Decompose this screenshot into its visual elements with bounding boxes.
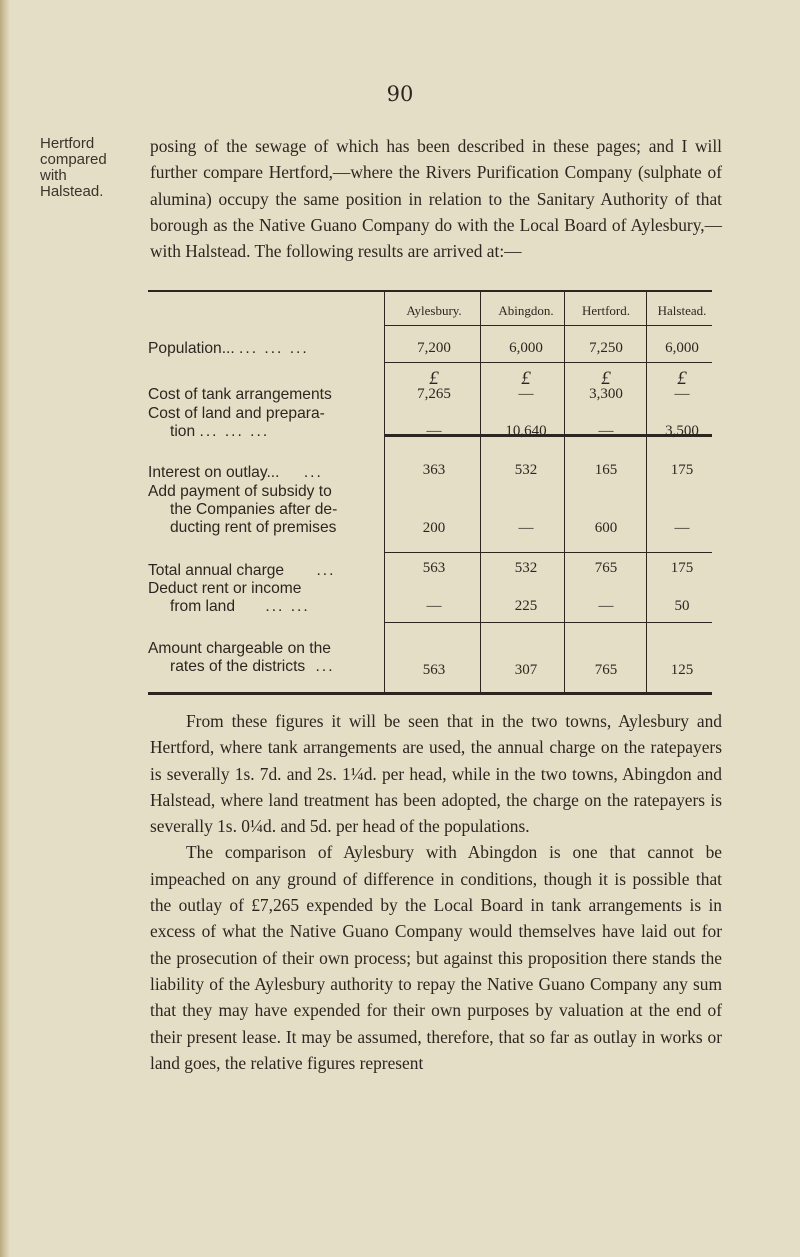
interest-label: Interest on outlay... xyxy=(148,464,280,481)
cell-total: 175 xyxy=(670,560,694,576)
subsidy-label-line: the Companies after de- xyxy=(170,501,338,518)
cell-tank: 7,265 xyxy=(417,386,451,402)
cell-interest: 532 xyxy=(514,462,538,478)
margin-note-line: with xyxy=(40,167,67,184)
cell-total: 765 xyxy=(594,560,618,576)
margin-note-line: Halstead. xyxy=(40,183,104,200)
column-header-aylesbury: Aylesbury. xyxy=(406,303,462,318)
cell-subsidy: 600 xyxy=(594,520,618,536)
rent-label-line: from land xyxy=(170,598,236,615)
cell-subsidy: — xyxy=(674,520,690,536)
column-divider xyxy=(384,292,385,692)
cell-interest: 363 xyxy=(422,462,446,478)
leader-dots: ... ... ... xyxy=(239,340,309,357)
rent-label-line: Deduct rent or income xyxy=(148,580,302,597)
header-rule xyxy=(384,325,712,326)
column-header-halstead: Halstead. xyxy=(657,303,707,318)
row-label-interest xyxy=(148,464,378,482)
land-label-line: Cost of land and prepara- xyxy=(148,405,325,422)
amount-label-line: rates of the districts xyxy=(170,658,306,675)
subsidy-rule xyxy=(384,552,712,553)
comparison-table xyxy=(148,290,712,695)
pound-sign: £ xyxy=(601,368,611,389)
table-top-rule xyxy=(148,290,712,292)
margin-note xyxy=(40,136,120,200)
cell-tank: — xyxy=(518,386,534,402)
paragraph: The comparison of Aylesbury with Abingdon is one that cannot be impeached on any ground of difference in conditions, though it is possible that the outlay of £7,265 expended by the Local Board in tank arrangements is in excess of what the Native Guano Company would themselves have laid out for the prosecution of their own process; but against this proposition there stands the liability of the Aylesbury authority to repay the Native Guano Company any sum that they may have expended for their own purposes by valuation at the end of their present lease. It may be assumed, therefore, that so far as outlay in works or land goes, the relative figures represent xyxy=(150,842,722,1073)
pound-sign: £ xyxy=(521,368,531,389)
paragraph: From these figures it will be seen that in the two towns, Aylesbury and Hertford, where tank arrangements are used, the annual charge on the ratepayers is severally 1s. 7d. and 2s. 1¼d. per head, while in the two towns, Abingdon and Halstead, where land treatment has been adopted, the charge on the ratepayers is severally 1s. 0¼d. and 5d. per head of the populations. xyxy=(150,711,722,837)
cell-tank: — xyxy=(674,386,690,402)
cell-total: 532 xyxy=(514,560,538,576)
cell-population: 6,000 xyxy=(665,340,699,356)
cell-interest: 175 xyxy=(670,462,694,478)
land-label-line: tion xyxy=(170,423,196,440)
cell-amount: 765 xyxy=(594,662,618,678)
leader-dots: ... xyxy=(316,562,336,579)
subsidy-label-line: ducting rent of premises xyxy=(170,519,337,536)
leader-dots: ... ... ... xyxy=(199,423,270,440)
tank-label: Cost of tank arrangements xyxy=(148,386,332,403)
subsidy-label-line: Add payment of subsidy to xyxy=(148,483,332,500)
cell-land: — xyxy=(426,423,442,439)
column-header-abingdon: Abingdon. xyxy=(498,303,554,318)
cell-land: 10,640 xyxy=(505,423,547,439)
leader-dots: ... xyxy=(315,658,335,675)
page-number: 90 xyxy=(386,82,414,106)
pound-sign: £ xyxy=(429,368,439,389)
cell-amount: 563 xyxy=(422,662,446,678)
cell-subsidy: 200 xyxy=(422,520,446,536)
cell-population: 6,000 xyxy=(509,340,543,356)
page-edge xyxy=(0,0,10,1257)
cell-interest: 165 xyxy=(594,462,618,478)
column-header-hertford: Hertford. xyxy=(581,303,630,318)
row-label-rent xyxy=(148,580,378,616)
row-label-tank xyxy=(148,386,378,404)
cell-rent: 50 xyxy=(674,598,690,614)
cell-amount: 307 xyxy=(514,662,538,678)
cell-population: 7,250 xyxy=(589,340,623,356)
population-label: Population... xyxy=(148,340,235,357)
cell-rent: — xyxy=(426,598,442,614)
cell-population: 7,200 xyxy=(417,340,451,356)
rent-rule xyxy=(384,622,712,623)
margin-note-line: compared xyxy=(40,151,107,168)
pound-sign: £ xyxy=(677,368,687,389)
cell-total: 563 xyxy=(422,560,446,576)
leader-dots: ... ... xyxy=(265,598,310,615)
leader-dots: ... xyxy=(303,464,323,481)
cell-tank: 3,300 xyxy=(589,386,623,402)
cell-land: — xyxy=(598,423,614,439)
amount-label-line: Amount chargeable on the xyxy=(148,640,331,657)
margin-note-line: Hertford xyxy=(40,135,95,152)
row-label-population xyxy=(148,340,378,358)
cell-amount: 125 xyxy=(670,662,694,678)
cell-land: 3,500 xyxy=(665,423,699,439)
row-label-land xyxy=(148,405,378,441)
body-paragraphs xyxy=(150,708,722,1076)
population-rule xyxy=(384,362,712,363)
total-label: Total annual charge xyxy=(148,562,285,579)
cell-rent: 225 xyxy=(514,598,538,614)
table-bottom-rule xyxy=(148,692,712,695)
intro-text: posing of the sewage of which has been described in these pages; and I will further compare Hertford,—where the Rivers Purification Company (sulphate of alumina) occupy the same position in relation to the Sanitary Authority of that borough as the Native Guano Company do with the Local Board of Aylesbury,—with Halstead. The following results are arrived at:— xyxy=(150,136,722,262)
row-label-total xyxy=(148,562,378,580)
row-label-amount xyxy=(148,640,378,676)
row-label-subsidy xyxy=(148,483,378,537)
intro-paragraph xyxy=(150,133,722,264)
cell-rent: — xyxy=(598,598,614,614)
cell-subsidy: — xyxy=(518,520,534,536)
